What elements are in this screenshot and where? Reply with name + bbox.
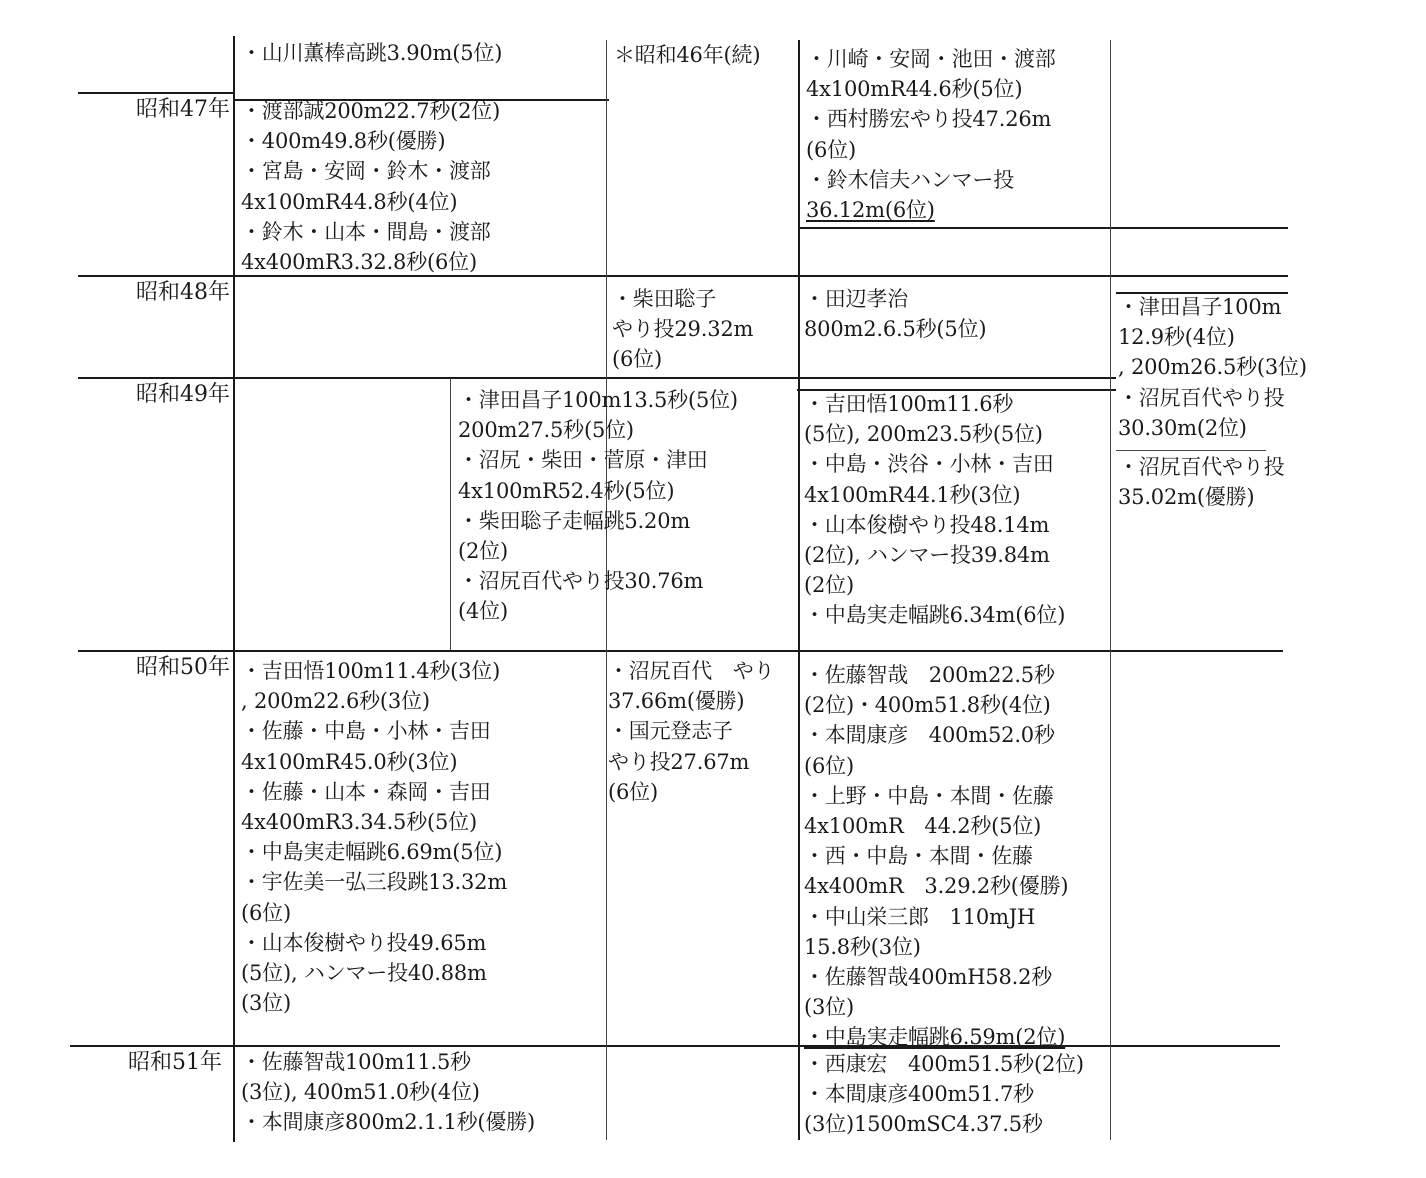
record-line: ・西康宏 400m51.5秒(2位) (804, 1052, 1084, 1076)
cell-s48-col3 (612, 284, 753, 375)
record-line: ・本間康彦800m2.1.1秒(優勝) (241, 1110, 536, 1135)
record-line: 36.12m(6位) (806, 197, 935, 222)
record-line: ・鈴木・山本・間島・渡部 (241, 219, 491, 244)
record-line: ・沼尻百代 やり (608, 659, 775, 683)
col-divider-s49-col2 (450, 378, 451, 650)
record-line: やり投27.67m (608, 749, 750, 774)
year-label-s48: 昭和48年 (136, 280, 230, 305)
record-line: 12.9秒(4位) (1118, 325, 1235, 350)
record-line: (3位)1500mSC4.37.5秒 (804, 1112, 1043, 1137)
record-line: ・山本俊樹やり投48.14m (804, 512, 1050, 537)
record-line: ・上野・中島・本間・佐藤 (804, 783, 1054, 808)
record-line: ・沼尻・柴田・菅原・津田 (458, 448, 708, 473)
record-line: (6位) (612, 347, 662, 372)
record-line: ・400m49.8秒(優勝) (241, 129, 446, 154)
record-line: (4位) (458, 599, 508, 624)
year-label-s49: 昭和49年 (136, 382, 230, 407)
cell-s47-col1 (241, 96, 500, 277)
cell-top-col3-header (614, 40, 760, 70)
record-line: ・鈴木信夫ハンマー投 (806, 167, 1014, 192)
record-line: , 200m26.5秒(3位) (1118, 355, 1307, 380)
cell-s50-col3 (608, 656, 774, 807)
record-line: 4x100mR44.1秒(3位) (804, 482, 1021, 507)
record-line: ・西村勝宏やり投47.26m (806, 107, 1052, 132)
cell-s49-col5 (1118, 452, 1284, 512)
record-line: ・佐藤智哉 200m22.5秒 (804, 663, 1055, 687)
record-line: (3位), 400m51.0秒(4位) (241, 1080, 480, 1105)
cell-s49-col4 (804, 389, 1065, 631)
record-line: ・中島・渋谷・小林・吉田 (804, 452, 1054, 477)
record-line: ・山川薫棒高跳3.90m(5位) (241, 41, 503, 65)
record-line: 4x100mR 44.2秒(5位) (804, 813, 1042, 838)
record-line: 15.8秒(3位) (804, 934, 921, 959)
cell-s51-col1 (241, 1047, 535, 1138)
cell-s49-col2 (458, 385, 738, 627)
record-line: ・本間康彦 400m52.0秒 (804, 723, 1055, 748)
continued-heading: ＊昭和46年(続) (614, 43, 761, 67)
record-line: 800m2.6.5秒(5位) (804, 317, 987, 342)
record-line: (3位) (241, 991, 291, 1016)
record-line: (6位) (241, 900, 291, 925)
record-line: 30.30m(2位) (1118, 415, 1247, 440)
cell-top-col4 (806, 44, 1056, 225)
record-line: 4x400mR3.34.5秒(5位) (241, 809, 477, 834)
record-line: ・西・中島・本間・佐藤 (804, 844, 1033, 869)
record-line: (3位) (804, 995, 854, 1020)
row-divider-col4-end (800, 227, 1288, 229)
record-line: (2位) (458, 538, 508, 563)
record-line: ・佐藤・山本・森岡・吉田 (241, 779, 491, 804)
record-line: (6位) (804, 753, 854, 778)
record-line: , 200m22.6秒(3位) (241, 689, 430, 714)
record-line: (5位), ハンマー投40.88m (241, 960, 487, 985)
record-line: ・佐藤智哉400mH58.2秒 (804, 964, 1053, 989)
record-line: ・宇佐美一弘三段跳13.32m (241, 870, 508, 895)
col-divider-col4 (798, 40, 800, 1140)
row-divider-s50 (78, 650, 1283, 652)
record-line: ・宮島・安岡・鈴木・渡部 (241, 159, 491, 184)
record-line: (2位)・400m51.8秒(4位) (804, 693, 1051, 718)
record-line: 35.02m(優勝) (1118, 485, 1255, 510)
record-line: 4x400mR3.32.8秒(6位) (241, 249, 477, 274)
record-line: ・柴田聡子 (612, 287, 716, 311)
cell-s50-col1 (241, 656, 507, 1018)
record-line: ・沼尻百代やり投30.76m (458, 569, 704, 594)
record-line: 4x400mR 3.29.2秒(優勝) (804, 874, 1069, 899)
record-line: 4x100mR44.8秒(4位) (241, 189, 458, 214)
year-label-s51: 昭和51年 (128, 1050, 222, 1075)
year-label-s47: 昭和47年 (136, 97, 230, 122)
record-line: ・津田昌子100m13.5秒(5位) (458, 388, 738, 412)
row-divider-s49-col5 (1116, 450, 1266, 451)
record-line: (6位) (608, 779, 658, 804)
record-line: (5位), 200m23.5秒(5位) (804, 422, 1043, 447)
record-line: ・中島実走幅跳6.34m(6位) (804, 603, 1066, 628)
record-line: やり投29.32m (612, 317, 754, 342)
record-line: ・吉田悟100m11.6秒 (804, 392, 1014, 416)
record-line: ・渡部誠200m22.7秒(2位) (241, 99, 501, 123)
record-line: ・中島実走幅跳6.59m(2位) (804, 1025, 1066, 1050)
record-line: ・中山栄三郎 110mJH (804, 904, 1036, 929)
record-line: 200m27.5秒(5位) (458, 418, 634, 443)
record-line: ・佐藤智哉100m11.5秒 (241, 1050, 471, 1074)
cell-s51-col4 (804, 1049, 1084, 1140)
record-line: 4x100mR52.4秒(5位) (458, 478, 675, 503)
record-line: ・山本俊樹やり投49.65m (241, 930, 487, 955)
record-line: ・本間康彦400m51.7秒 (804, 1082, 1034, 1107)
record-line: ・国元登志子 (608, 719, 733, 744)
record-line: 4x100mR44.6秒(5位) (806, 77, 1023, 102)
record-line: ・津田昌子100m (1118, 295, 1282, 319)
col-divider-col5 (1110, 40, 1111, 1140)
record-line: (6位) (806, 137, 856, 162)
record-line: (2位), ハンマー投39.84m (804, 542, 1050, 567)
record-line: ・川崎・安岡・池田・渡部 (806, 47, 1056, 71)
record-line: ・柴田聡子走幅跳5.20m (458, 508, 691, 533)
cell-s48-col4 (804, 284, 986, 344)
record-line: (2位) (804, 573, 854, 598)
cell-s50-col4 (804, 660, 1068, 1052)
record-line: ・沼尻百代やり投 (1118, 455, 1285, 479)
record-line: ・田辺孝治 (804, 287, 908, 311)
year-label-s50: 昭和50年 (136, 655, 230, 680)
cell-s48-col5 (1118, 292, 1307, 443)
record-line: ・吉田悟100m11.4秒(3位) (241, 659, 501, 683)
cell-top-col1 (241, 38, 502, 68)
row-divider-s47-left (78, 92, 233, 94)
record-line: ・中島実走幅跳6.69m(5位) (241, 840, 503, 865)
record-line: 37.66m(優勝) (608, 689, 745, 714)
record-line: ・佐藤・中島・小林・吉田 (241, 719, 491, 744)
record-line: 4x100mR45.0秒(3位) (241, 749, 458, 774)
col-divider-year (233, 36, 235, 1142)
record-line: ・沼尻百代やり投 (1118, 385, 1285, 410)
